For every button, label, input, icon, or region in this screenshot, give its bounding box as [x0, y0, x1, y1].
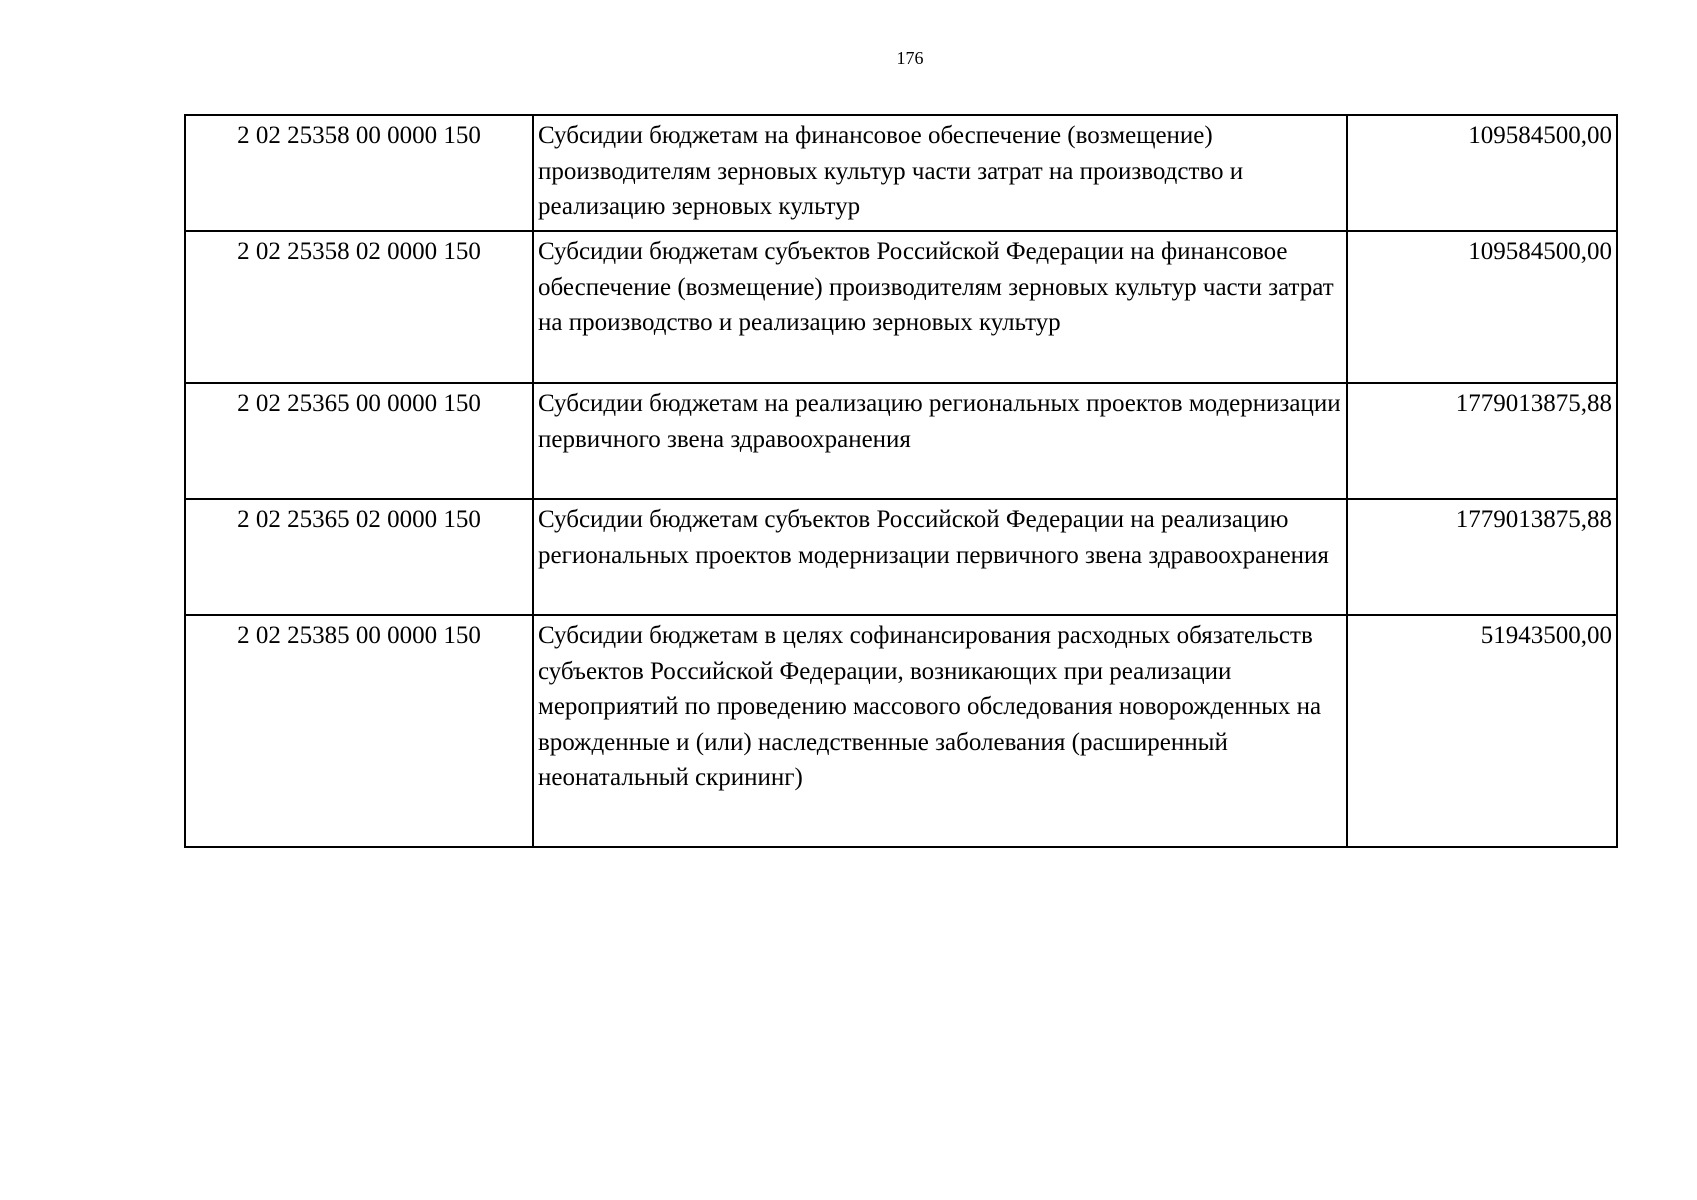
budget-code-cell: 2 02 25385 00 0000 150 [185, 615, 533, 847]
description-cell: Субсидии бюджетам в целях софинансирования расходных обязательств субъектов Российской Федерации, возникающих при реализации мероприятий по проведению массового обследования новорожденных на врожденные и (или) наследственные заболевания (расширенный неонатальный скрининг) [533, 615, 1347, 847]
amount-cell: 109584500,00 [1347, 115, 1617, 231]
amount-cell: 1779013875,88 [1347, 499, 1617, 615]
description-cell: Субсидии бюджетам на реализацию региональных проектов модернизации первичного звена здравоохранения [533, 383, 1347, 499]
budget-code-cell: 2 02 25365 02 0000 150 [185, 499, 533, 615]
budget-code-cell: 2 02 25365 00 0000 150 [185, 383, 533, 499]
budget-code-cell: 2 02 25358 02 0000 150 [185, 231, 533, 383]
budget-table [184, 114, 1618, 848]
table-row [185, 383, 1617, 499]
amount-cell: 109584500,00 [1347, 231, 1617, 383]
page-number: 176 [896, 48, 924, 68]
description-cell: Субсидии бюджетам на финансовое обеспечение (возмещение) производителям зерновых культур части затрат на производство и реализацию зерновых культур [533, 115, 1347, 231]
amount-cell: 1779013875,88 [1347, 383, 1617, 499]
table-row [185, 615, 1617, 847]
table-row [185, 499, 1617, 615]
description-cell: Субсидии бюджетам субъектов Российской Федерации на финансовое обеспечение (возмещение) производителям зерновых культур части затрат на производство и реализацию зерновых культур [533, 231, 1347, 383]
table-row [185, 231, 1617, 383]
amount-cell: 51943500,00 [1347, 615, 1617, 847]
table-row [185, 115, 1617, 231]
description-cell: Субсидии бюджетам субъектов Российской Федерации на реализацию региональных проектов модернизации первичного звена здравоохранения [533, 499, 1347, 615]
budget-code-cell: 2 02 25358 00 0000 150 [185, 115, 533, 231]
